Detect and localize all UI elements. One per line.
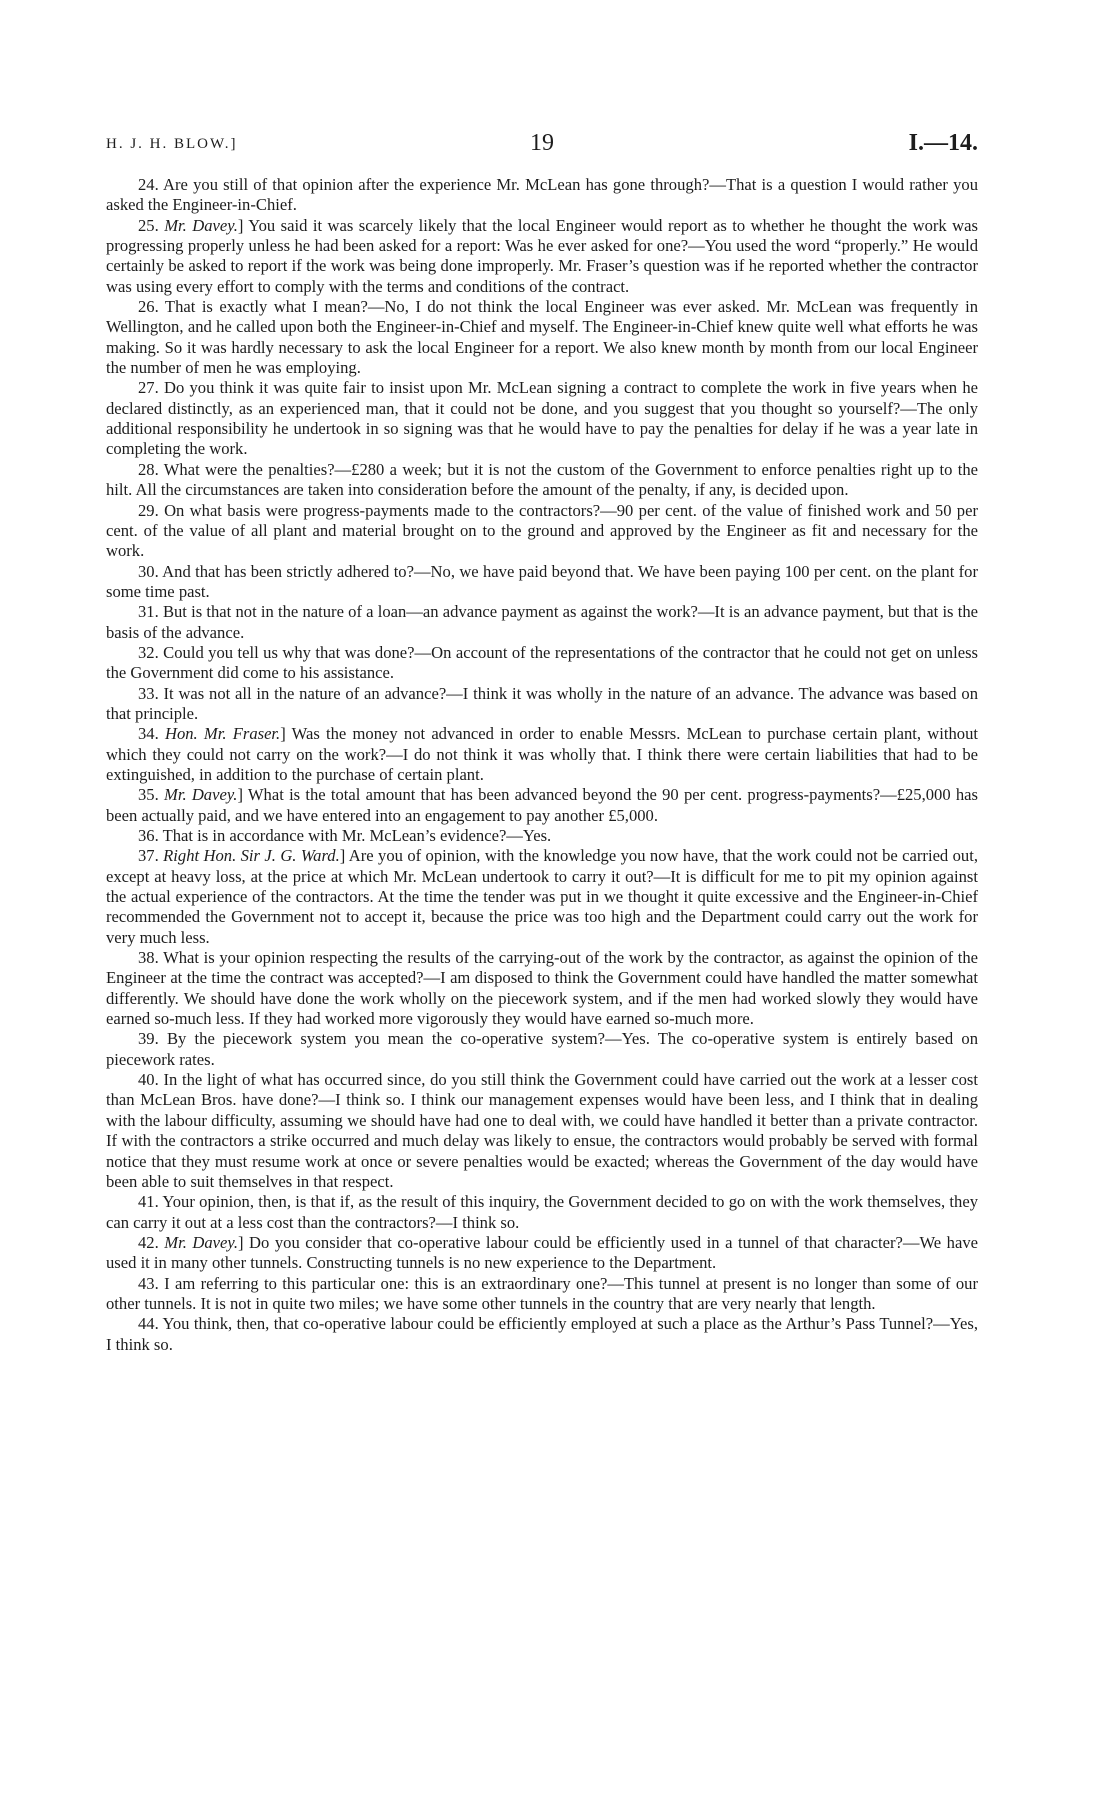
question-27: 27. Do you think it was quite fair to insist upon Mr. McLean signing a contract to complete the work in five years when he declared distinctly, as an experienced man, that it could not be done, and you suggest that you thought so yourself?—The only additional responsibility he undertook in so signing was that he would have to pay the penalties for delay if he was a year late in completing the work.: [106, 378, 978, 459]
question-33: 33. It was not all in the nature of an advance?—I think it was wholly in the nature of an advance. The advance was based on that principle.: [106, 683, 978, 723]
question-26: 26. That is exactly what I mean?—No, I do not think the local Engineer was ever asked. Mr. McLean was frequently in Wellington, and he called upon both the Engineer-in-Chief and myself. The Engineer-in-Chief knew quite well what efforts he was making. So it was hardly necessary to ask the local Engineer for a report. We also knew month by month from our local Engineer the number of men he was employing.: [106, 297, 978, 378]
speaker-name: Hon. Mr. Fraser.: [164, 724, 281, 744]
question-41: 41. Your opinion, then, is that if, as the result of this inquiry, the Government decided to go on with the work themselves, they can carry it out at a less cost than the contractors?—I think so.: [106, 1192, 978, 1232]
question-42: 42. Mr. Davey.] Do you consider that co-operative labour could be efficiently used in a tunnel of that character?—We have used it in many other tunnels. Constructing tunnels is no new experience to the Department.: [106, 1232, 978, 1273]
speaker-name: Mr. Davey.: [164, 215, 238, 235]
document-reference: I.—14.: [908, 130, 978, 156]
question-32: 32. Could you tell us why that was done?—On account of the representations of the contractor that he could not get on unless the Government did come to his assistance.: [106, 642, 978, 683]
question-24: 24. Are you still of that opinion after the experience Mr. McLean has gone through?—That is a question I would rather you asked the Engineer-in-Chief.: [106, 175, 978, 215]
question-36: 36. That is in accordance with Mr. McLean’s evidence?—Yes.: [138, 826, 552, 845]
page-number: 19: [530, 130, 554, 156]
page-header: [106, 130, 978, 160]
speaker-name: Right Hon. Sir J. G. Ward.: [163, 846, 340, 866]
question-44: 44. You think, then, that co-operative labour could be efficiently employed at such a place as the Arthur’s Pass Tunnel?—Yes, I think so.: [106, 1314, 978, 1354]
question-43: 43. I am referring to this particular one: this is an extraordinary one?—This tunnel at present is no longer than some of our other tunnels. It is not in quite two miles; we have some other tunnels in the country that are very nearly that length.: [106, 1273, 978, 1313]
witness-name: H. J. H. BLOW.]: [106, 136, 238, 152]
question-40: 40. In the light of what has occurred since, do you still think the Government could have carried out the work at a lesser cost than McLean Bros. have done?—I think so. I think our management expenses would have been less, and I think that in dealing with the labour difficulty, assuming we should have had one to deal with, we could have handled it better than a private contractor. If with the contractors a strike occurred and much delay was likely to ensue, the contractors would probably be served with formal notice that they must resume work at once or severe penalties would be exacted; whereas the Government of the day would have been able to suit themselves in that respect.: [106, 1070, 978, 1191]
question-34: 34. Hon. Mr. Fraser.] Was the money not advanced in order to enable Messrs. McLean to purchase certain plant, without which they could not carry on the work?—I do not think it was wholly that. I think there were certain liabilities that had to be extinguished, in addition to the purchase of certain plant.: [106, 724, 978, 784]
testimony-body: [106, 175, 978, 1355]
question-37: 37. Right Hon. Sir J. G. Ward.] Are you of opinion, with the knowledge you now have, that the work could not be carried out, except at heavy loss, at the price at which Mr. McLean undertook to carry it out?—It is difficult for me to pit my opinion against the actual experience of the contractors. At the time the tender was put in we thought it quite excessive and the Engineer-in-Chief recommended the Government not to accept it, because the price was too high and the Department could carry out the work for very much less.: [106, 846, 978, 947]
question-25: 25. Mr. Davey.] You said it was scarcely likely that the local Engineer would report as to whether he thought the work was progressing properly unless he had been asked for a report: Was he ever asked for one?—You used the word “properly.” He would certainly be asked to report if the work was being done improperly. Mr. Fraser’s question was if he reported whether the contractor was using every effort to comply with the terms and conditions of the contract.: [106, 215, 978, 296]
question-28: 28. What were the penalties?—£280 a week; but it is not the custom of the Government to enforce penalties right up to the hilt. All the circumstances are taken into consideration before the amount of the penalty, if any, is decided upon.: [106, 459, 978, 500]
speaker-name: Mr. Davey.: [164, 785, 238, 805]
question-30: 30. And that has been strictly adhered to?—No, we have paid beyond that. We have been paying 100 per cent. on the plant for some time past.: [106, 561, 978, 601]
question-35: 35. Mr. Davey.] What is the total amount that has been advanced beyond the 90 per cent. progress-payments?—£25,000 has been actually paid, and we have entered into an engagement to pay another £5,000.: [106, 785, 978, 825]
question-31: 31. But is that not in the nature of a loan—an advance payment as against the work?—It is an advance payment, but that is the basis of the advance.: [106, 602, 978, 642]
speaker-name: Mr. Davey.: [164, 1232, 238, 1252]
question-39: 39. By the piecework system you mean the co-operative system?—Yes. The co-operative system is entirely based on piecework rates.: [106, 1029, 978, 1069]
question-38: 38. What is your opinion respecting the results of the carrying-out of the work by the contractor, as against the opinion of the Engineer at the time the contract was accepted?—I am disposed to think the Government could have handled the matter somewhat differently. We should have done the work wholly on the piecework system, and if the men had worked slowly they would have earned so-much less. If they had worked more vigorously they would have earned so-much more.: [106, 948, 978, 1029]
question-29: 29. On what basis were progress-payments made to the contractors?—90 per cent. of the value of finished work and 50 per cent. of the value of all plant and material brought on to the ground and approved by the Engineer as fit and necessary for the work.: [106, 500, 978, 561]
